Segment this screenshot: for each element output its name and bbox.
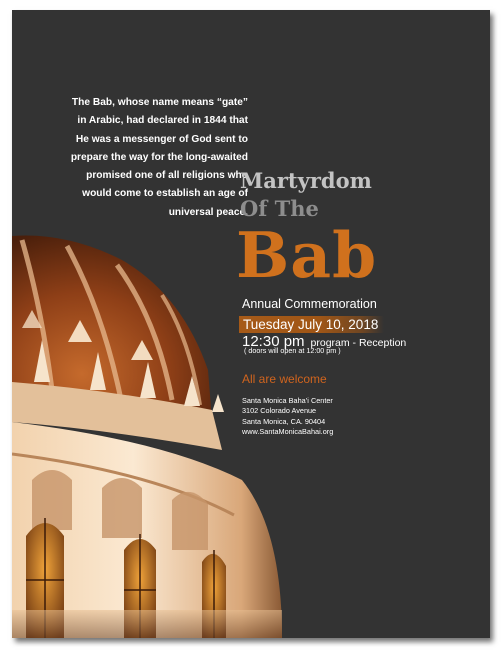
event-date: Tuesday July 10, 2018 <box>243 317 379 332</box>
flyer-page <box>12 10 490 638</box>
quote-line: universal peace. <box>168 206 248 218</box>
venue-name: Santa Monica Baha’i Center <box>242 396 333 405</box>
title-of-the: Of The <box>240 196 319 221</box>
event-date-bar <box>239 316 384 333</box>
event-time: 12:30 pm <box>242 333 305 350</box>
quote-line: in Arabic, had declared in 1844 that <box>77 115 248 127</box>
welcome-text: All are welcome <box>242 372 327 386</box>
doors-note: ( doors will open at 12:00 pm ) <box>244 346 341 355</box>
quote-line: would come to establish an age of <box>82 188 248 200</box>
event-program: program - Reception <box>310 337 407 349</box>
venue-address <box>242 396 333 438</box>
quote-text <box>58 94 248 222</box>
title-bab: Bab <box>236 218 378 292</box>
quote-line: The Bab, whose name means “gate” <box>71 97 248 108</box>
venue-website: www.SantaMonicaBahai.org <box>242 427 334 437</box>
venue-city: Santa Monica, CA. 90404 <box>242 416 326 426</box>
quote-line: prepare the way for the long-awaited <box>70 151 248 163</box>
venue-street: 3102 Colorado Avenue <box>242 406 317 416</box>
quote-line: promised one of all religions who <box>86 170 248 182</box>
event-subtitle: Annual Commemoration <box>242 297 377 311</box>
title-martyrdom: Martyrdom <box>240 168 372 193</box>
quote-line: He was a messenger of God sent to <box>75 133 248 145</box>
